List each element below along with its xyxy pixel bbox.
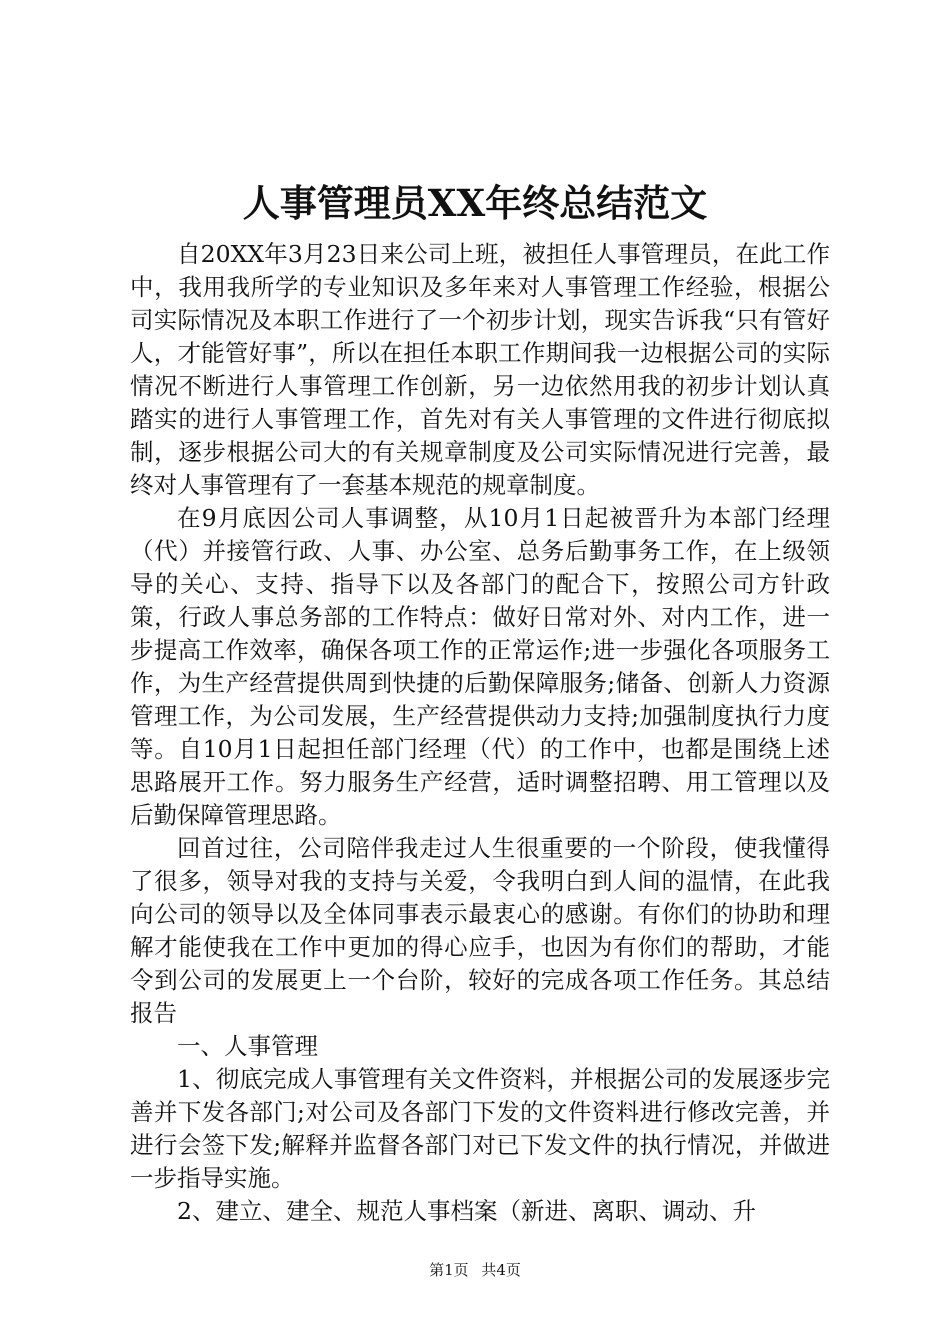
page-number: 第1页: [429, 1261, 469, 1279]
list-item-2: 2、建立、建全、规范人事档案（新进、离职、调动、升: [177, 1197, 756, 1225]
paragraph-gratitude: 回首过往，公司陪伴我走过人生很重要的一个阶段，使我懂得了很多，领导对我的支持与关爱，令我明白到人间的温情，在此我向公司的领导以及全体同事表示最衷心的感谢。有你们的协助和理解才能使我在工作中更加的得心应手，也因为有你们的帮助，才能令到公司的发展更上一个台阶，较好的完成各项工作任务。其总结报告: [130, 834, 830, 1027]
paragraph-promotion: 在9月底因公司人事调整，从10月1日起被晋升为本部门经理（代）并接管行政、人事、办公室、总务后勤事务工作，在上级领导的关心、支持、指导下以及各部门的配合下，按照公司方针政策，行政人事总务部的工作特点：做好日常对外、对内工作，进一步提高工作效率，确保各项工作的正常运作;进一步强化各项服务工作，为生产经营提供周到快捷的后勤保障服务;储备、创新人力资源管理工作，为公司发展，生产经营提供动力支持;加强制度执行力度等。自10月1日起担任部门经理（代）的工作中，也都是围绕上述思路展开工作。努力服务生产经营，适时调整招聘、用工管理以及后勤保障管理思路。: [130, 504, 830, 829]
page-title: 人事管理员XX年终总结范文: [242, 181, 708, 225]
page-total: 共4页: [481, 1261, 521, 1279]
document-body: [130, 238, 830, 1228]
section-heading-hr-management: 一、人事管理: [177, 1032, 318, 1060]
paragraph-intro: 自20XX年3月23日来公司上班，被担任人事管理员，在此工作中，我用我所学的专业知识及多年来对人事管理工作经验，根据公司实际情况及本职工作进行了一个初步计划，现实告诉我“只有管好人，才能管好事”，所以在担任本职工作期间我一边根据公司的实际情况不断进行人事管理工作创新，另一边依然用我的初步计划认真踏实的进行人事管理工作，首先对有关人事管理的文件进行彻底拟制，逐步根据公司大的有关规章制度及公司实际情况进行完善，最终对人事管理有了一套基本规范的规章制度。: [130, 240, 830, 499]
list-item-1: 1、彻底完成人事管理有关文件资料，并根据公司的发展逐步完善并下发各部门;对公司及各部门下发的文件资料进行修改完善，并进行会签下发;解释并监督各部门对已下发文件的执行情况，并做进一步指导实施。: [130, 1065, 830, 1192]
page-footer: [0, 1260, 950, 1280]
